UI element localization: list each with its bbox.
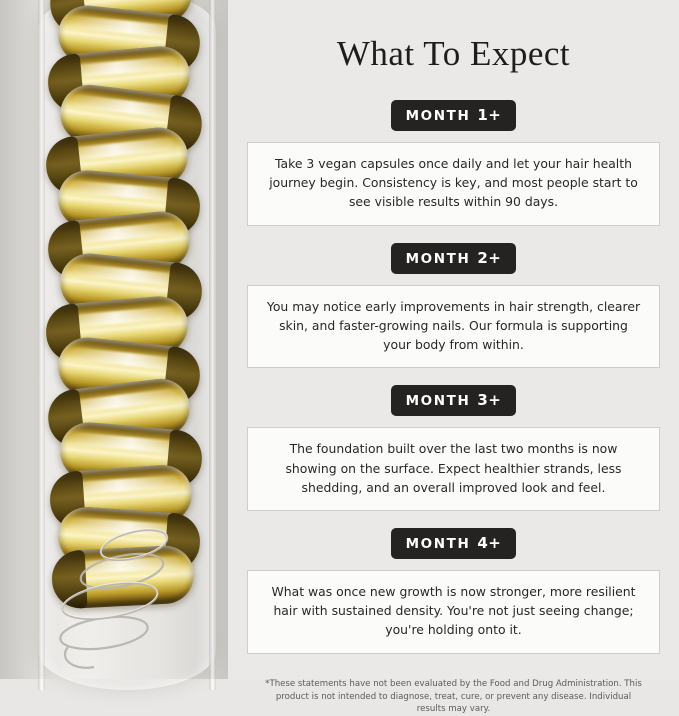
badge-value: 1+	[477, 106, 502, 124]
timeline-card-month-3: The foundation built over the last two months is now showing on the surface. Expect healthier strands, less shedding, and an overall improved look and feel.	[247, 427, 660, 511]
status-badge-month-1	[391, 100, 517, 131]
glass-tube-right-edge	[209, 0, 216, 690]
badge-label: MONTH	[405, 250, 471, 267]
timeline-block-month-1	[228, 100, 679, 226]
status-badge-month-3	[391, 385, 517, 416]
capsule-stack	[44, 0, 210, 586]
expectations-content	[228, 0, 679, 715]
badge-value: 4+	[477, 533, 502, 552]
timeline-card-month-1: Take 3 vegan capsules once daily and let your hair health journey begin. Consistency is key, and most people start to see visible results within 90 days.	[247, 142, 660, 226]
timeline-block-month-4	[228, 528, 679, 654]
status-badge-month-2	[391, 243, 517, 274]
badge-value: 2+	[477, 248, 502, 267]
wire-spiral	[48, 523, 204, 673]
page-title: What To Expect	[336, 34, 571, 73]
timeline-card-month-4: What was once new growth is now stronger, more resilient hair with sustained density. You're not just seeing change; you're holding onto it.	[247, 570, 660, 654]
badge-label: MONTH	[405, 393, 471, 410]
capsule-photo-panel	[0, 0, 228, 679]
legal-disclaimer: *These statements have not been evaluated by the Food and Drug Administration. This product is not intended to diagnose, treat, cure, or prevent any disease. Individual results may vary.	[265, 678, 642, 715]
badge-label: MONTH	[405, 108, 471, 124]
timeline-card-month-2: You may notice early improvements in hair strength, clearer skin, and faster-growing nails. Our formula is supporting your body from within.	[247, 285, 660, 369]
timeline-block-month-2	[228, 243, 679, 369]
status-badge-month-4	[391, 528, 517, 559]
badge-value: 3+	[477, 391, 502, 410]
badge-label: MONTH	[405, 535, 471, 552]
timeline-block-month-3	[228, 385, 679, 511]
